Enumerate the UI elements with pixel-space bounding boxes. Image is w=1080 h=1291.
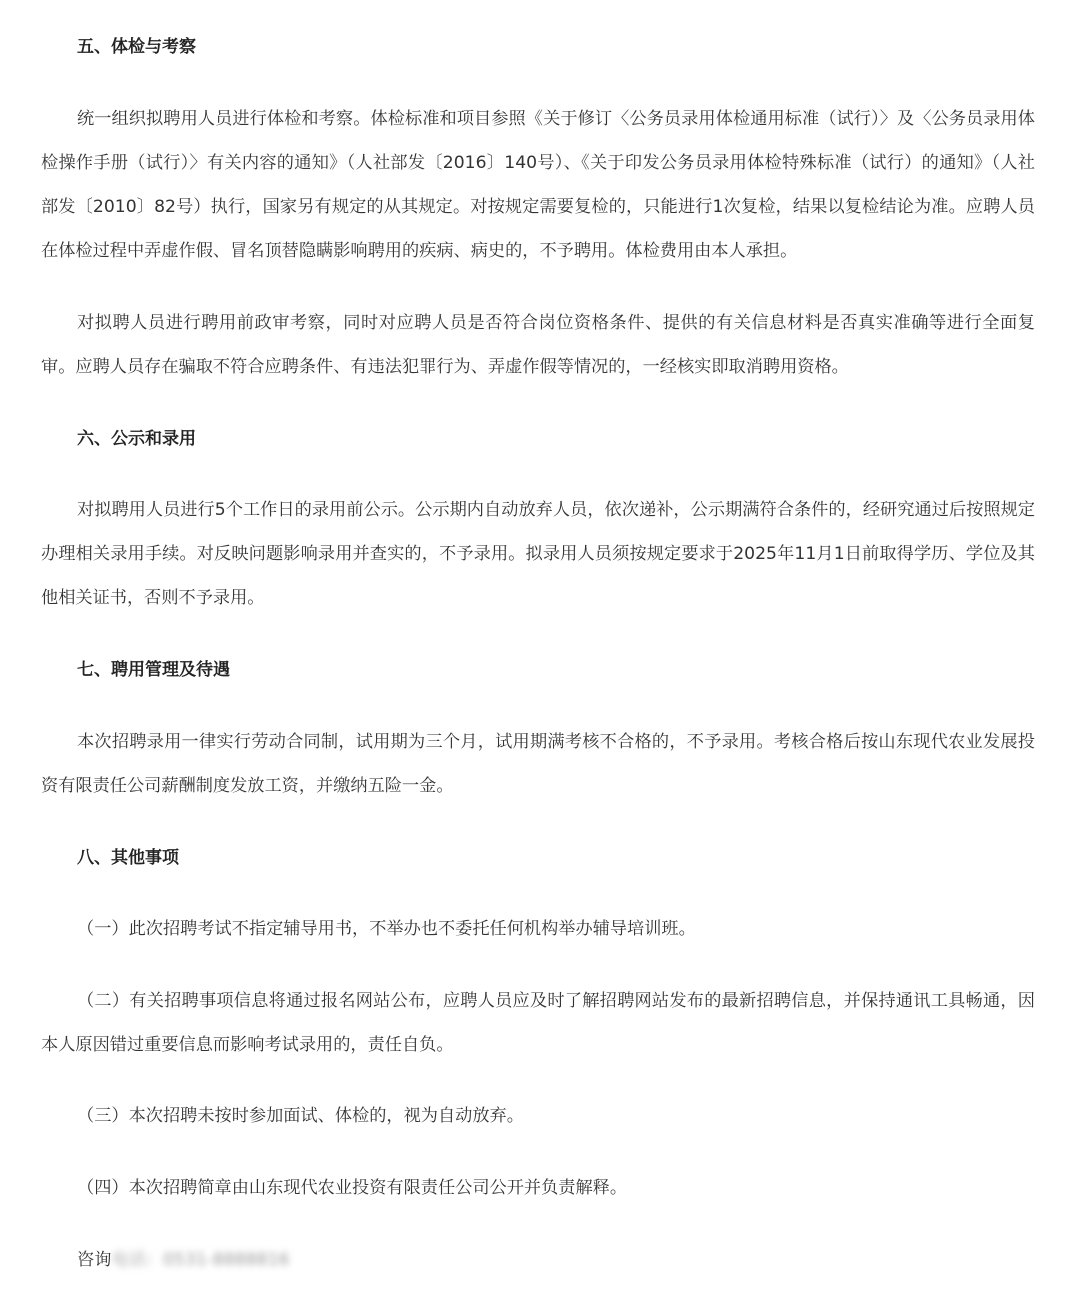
list-item-info-release: （二）有关招聘事项信息将通过报名网站公布，应聘人员应及时了解招聘网站发布的最新招聘信息，并保持通讯工具畅通，因本人原因错过重要信息而影响考试录用的，责任自负。 xyxy=(41,991,1035,1055)
section-heading-publicity: 六、公示和录用 xyxy=(77,429,196,449)
list-item-interpretation: （四）本次招聘简章由山东现代农业投资有限责任公司公开并负责解释。 xyxy=(77,1178,628,1198)
contact-line xyxy=(77,1248,289,1272)
paragraph-publicity: 对拟聘用人员进行5个工作日的录用前公示。公示期内自动放弃人员，依次递补，公示期满符合条件的，经研究通过后按照规定办理相关录用手续。对反映问题影响录用并查实的，不予录用。拟录用人员须按规定要求于2025年11月1日前取得学历、学位及其他相关证书，否则不予录用。 xyxy=(41,500,1035,608)
paragraph-physical-exam: 统一组织拟聘用人员进行体检和考察。体检标准和项目参照《关于修订〈公务员录用体检通用标准（试行）〉及〈公务员录用体检操作手册（试行）〉有关内容的通知》（人社部发〔2016〕140号）、《关于印发公务员录用体检特殊标准（试行）的通知》（人社部发〔2010〕82号）执行，国家另有规定的从其规定。对按规定需要复检的，只能进行1次复检，结果以复检结论为准。应聘人员在体检过程中弄虚作假、冒名顶替隐瞒影响聘用的疾病、病史的，不予聘用。体检费用由本人承担。 xyxy=(41,109,1035,261)
section-heading-physical-exam: 五、体检与考察 xyxy=(77,37,196,57)
paragraph-employment: 本次招聘录用一律实行劳动合同制，试用期为三个月，试用期满考核不合格的，不予录用。考核合格后按山东现代农业发展投资有限责任公司薪酬制度发放工资，并缴纳五险一金。 xyxy=(41,732,1035,796)
section-heading-employment: 七、聘用管理及待遇 xyxy=(77,660,230,680)
contact-phone-blurred: 电话：0531-8888816 xyxy=(111,1250,290,1270)
paragraph-political-review: 对拟聘人员进行聘用前政审考察，同时对应聘人员是否符合岗位资格条件、提供的有关信息材料是否真实准确等进行全面复审。应聘人员存在骗取不符合应聘条件、有违法犯罪行为、弄虚作假等情况的，一经核实即取消聘用资格。 xyxy=(41,313,1035,377)
list-item-abandon: （三）本次招聘未按时参加面试、体检的，视为自动放弃。 xyxy=(77,1106,524,1126)
list-item-no-tutoring: （一）此次招聘考试不指定辅导用书，不举办也不委托任何机构举办辅导培训班。 xyxy=(77,919,696,939)
section-heading-other-matters: 八、其他事项 xyxy=(77,848,179,868)
contact-label: 咨询 xyxy=(77,1250,112,1270)
